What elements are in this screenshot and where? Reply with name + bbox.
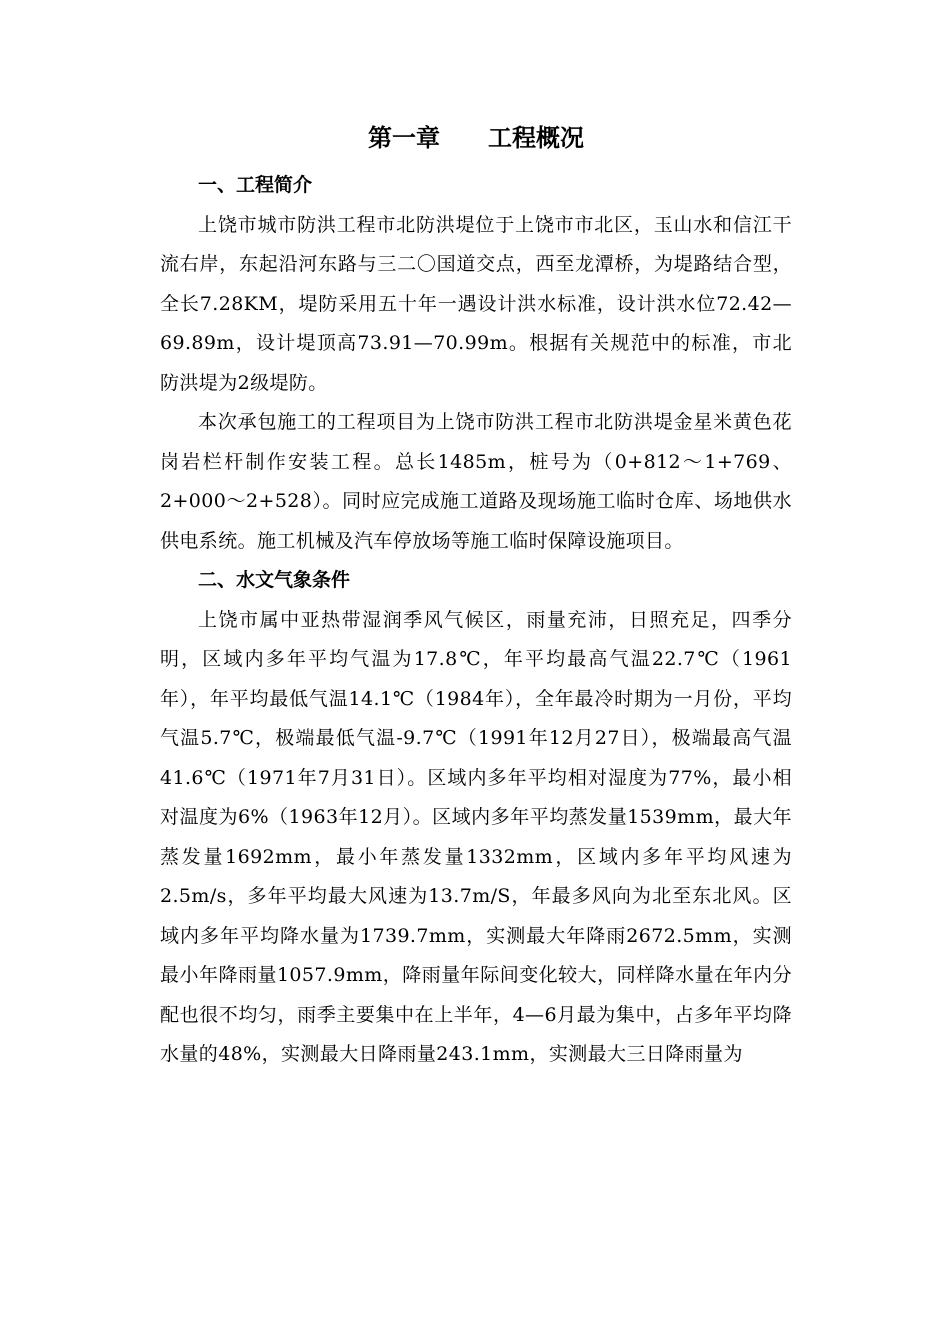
chapter-title: 第一章 工程概况 — [368, 124, 584, 152]
paragraph-climate: 上饶市属中亚热带湿润季风气候区，雨量充沛，日照充足，四季分明，区域内多年平均气温为17.8℃，年平均最高气温22.7℃（1961年），年平均最低气温14.1℃（1984年），全年最冷时期为一月份，平均气温5.7℃，极端最低气温-9.7℃（1991年12月27日），极端最高气温41.6℃（1971年7月31日）。区域内多年平均相对湿度为77%，最小相对温度为6%（1963年12月）。区域内多年平均蒸发量1539mm，最大年蒸发量1692mm，最小年蒸发量1332mm，区域内多年平均风速为2.5m/s，多年平均最大风速为13.7m/S，年最多风向为北至东北风。区域内多年平均降水量为1739.7mm，实测最大年降雨2672.5mm，实测最小年降雨量1057.9mm，降雨量年际间变化较大，同样降水量在年内分配也很不均匀，雨季主要集中在上半年，4—6月最为集中，占多年平均降水量的48%，实测最大日降雨量243.1mm，实测最大三日降雨量为 — [160, 608, 792, 1065]
section-heading-hydrology: 二、水文气象条件 — [198, 569, 351, 591]
section-heading-overview: 一、工程简介 — [198, 174, 313, 196]
document-page — [160, 118, 792, 1075]
paragraph-project-location: 上饶市城市防洪工程市北防洪堤位于上饶市市北区，玉山水和信江干流右岸，东起沿河东路与三二〇国道交点，西至龙潭桥，为堤路结合型，全长7.28KM，堤防采用五十年一遇设计洪水标准，设计洪水位72.42—69.89m，设计堤顶高73.91—70.99m。根据有关规范中的标准，市北防洪堤为2级堤防。 — [160, 213, 792, 394]
paragraph-contract-scope: 本次承包施工的工程项目为上饶市防洪工程市北防洪堤金星米黄色花岗岩栏杆制作安装工程。总长1485m，桩号为（0+812～1+769、2+000～2+528）。同时应完成施工道路及现场施工临时仓库、场地供水供电系统。施工机械及汽车停放场等施工临时保障设施项目。 — [160, 411, 792, 552]
